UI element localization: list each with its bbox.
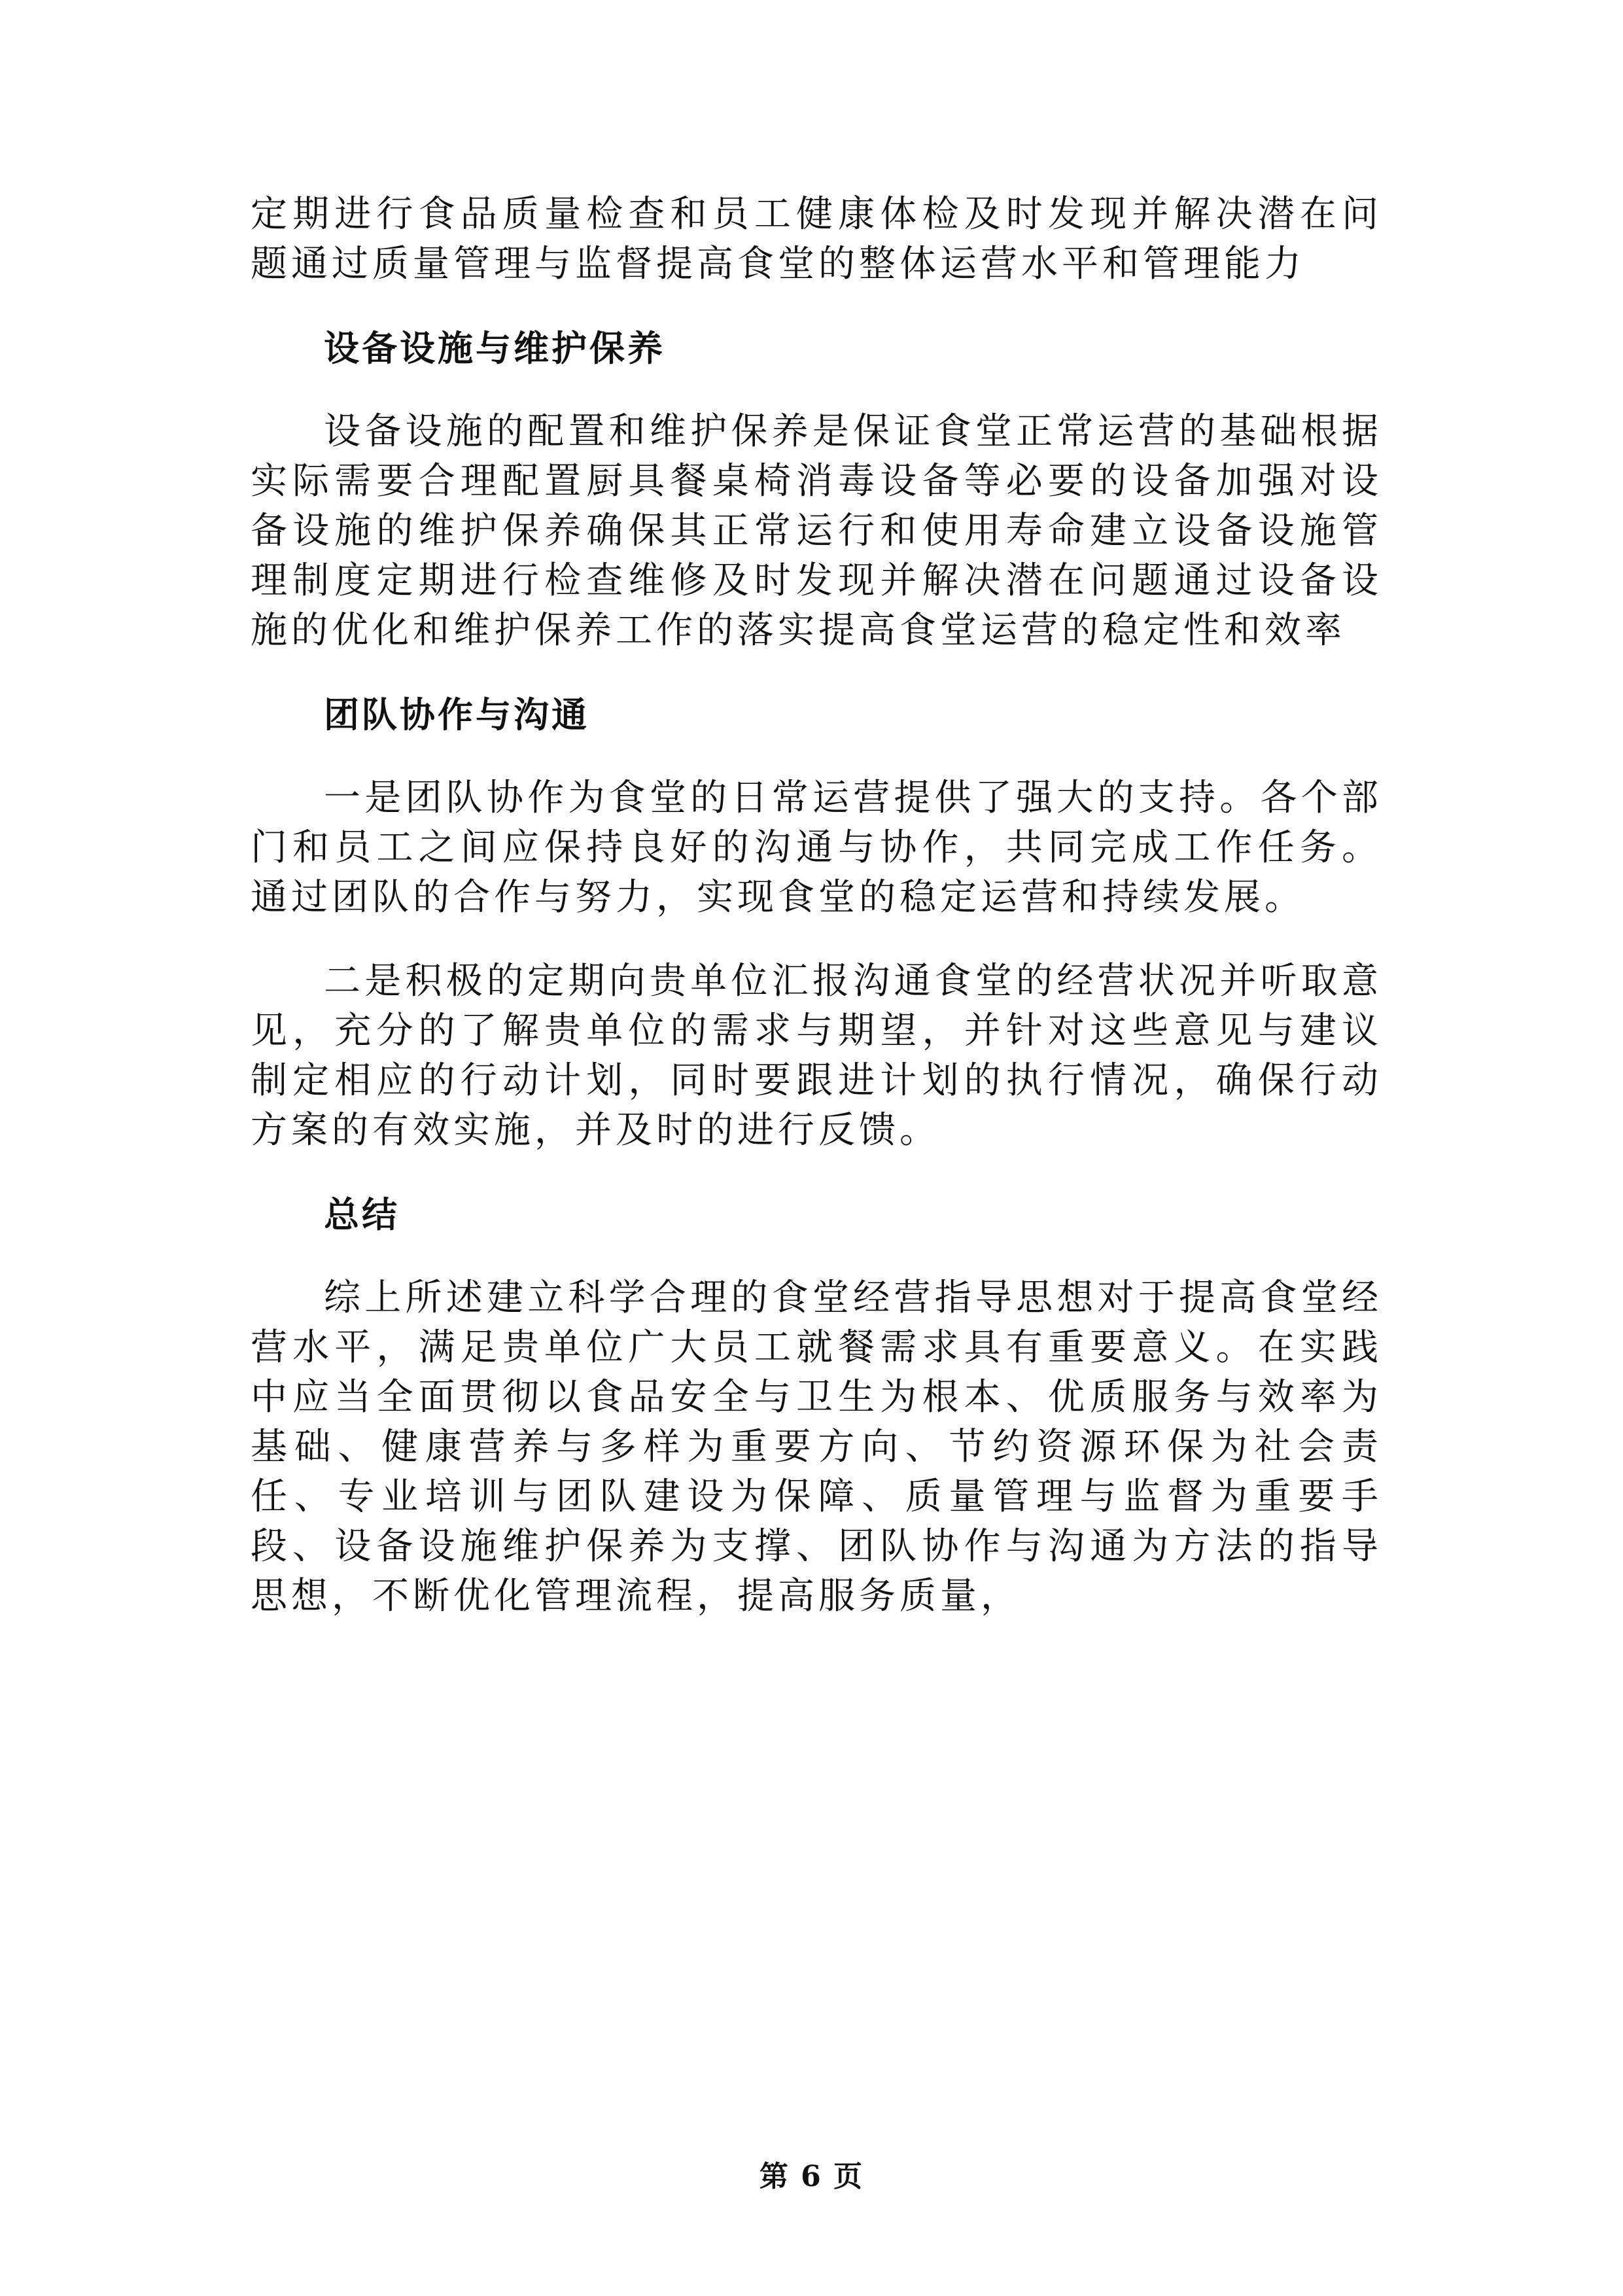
- heading-summary: 总结: [324, 1193, 400, 1235]
- heading-equipment-maintenance: 设备设施与维护保养: [324, 327, 665, 369]
- document-body: [251, 190, 1382, 1655]
- paragraph-teamwork-2: 二是积极的定期向贵单位汇报沟通食堂的经营状况并听取意见，充分的了解贵单位的需求与期望，并针对这些意见与建议制定相应的行动计划，同时要跟进计划的执行情况，确保行动方案的有效实施，并及时的进行反馈。: [251, 960, 1382, 1152]
- page-number: 第 6 页: [759, 2160, 864, 2193]
- heading-teamwork-communication: 团队协作与沟通: [324, 694, 589, 735]
- paragraph-equipment: 设备设施的配置和维护保养是保证食堂正常运营的基础根据实际需要合理配置厨具餐桌椅消毒设备等必要的设备加强对设备设施的维护保养确保其正常运行和使用寿命建立设备设施管理制度定期进行检查维修及时发现并解决潜在问题通过设备设施的优化和维护保养工作的落实提高食堂运营的稳定性和效率: [251, 410, 1382, 652]
- paragraph-summary: 综上所述建立科学合理的食堂经营指导思想对于提高食堂经营水平，满足贵单位广大员工就餐需求具有重要意义。在实践中应当全面贯彻以食品安全与卫生为根本、优质服务与效率为基础、健康营养与多样为重要方向、节约资源环保为社会责任、专业培训与团队建设为保障、质量管理与监督为重要手段、设备设施维护保养为支撑、团队协作与沟通为方法的指导思想，不断优化管理流程，提高服务质量，: [251, 1277, 1382, 1617]
- paragraph-quality-end: 定期进行食品质量检查和员工健康体检及时发现并解决潜在问题通过质量管理与监督提高食堂的整体运营水平和管理能力: [251, 193, 1382, 285]
- paragraph-teamwork-1: 一是团队协作为食堂的日常运营提供了强大的支持。各个部门和员工之间应保持良好的沟通与协作，共同完成工作任务。通过团队的合作与努力，实现食堂的稳定运营和持续发展。: [251, 777, 1382, 919]
